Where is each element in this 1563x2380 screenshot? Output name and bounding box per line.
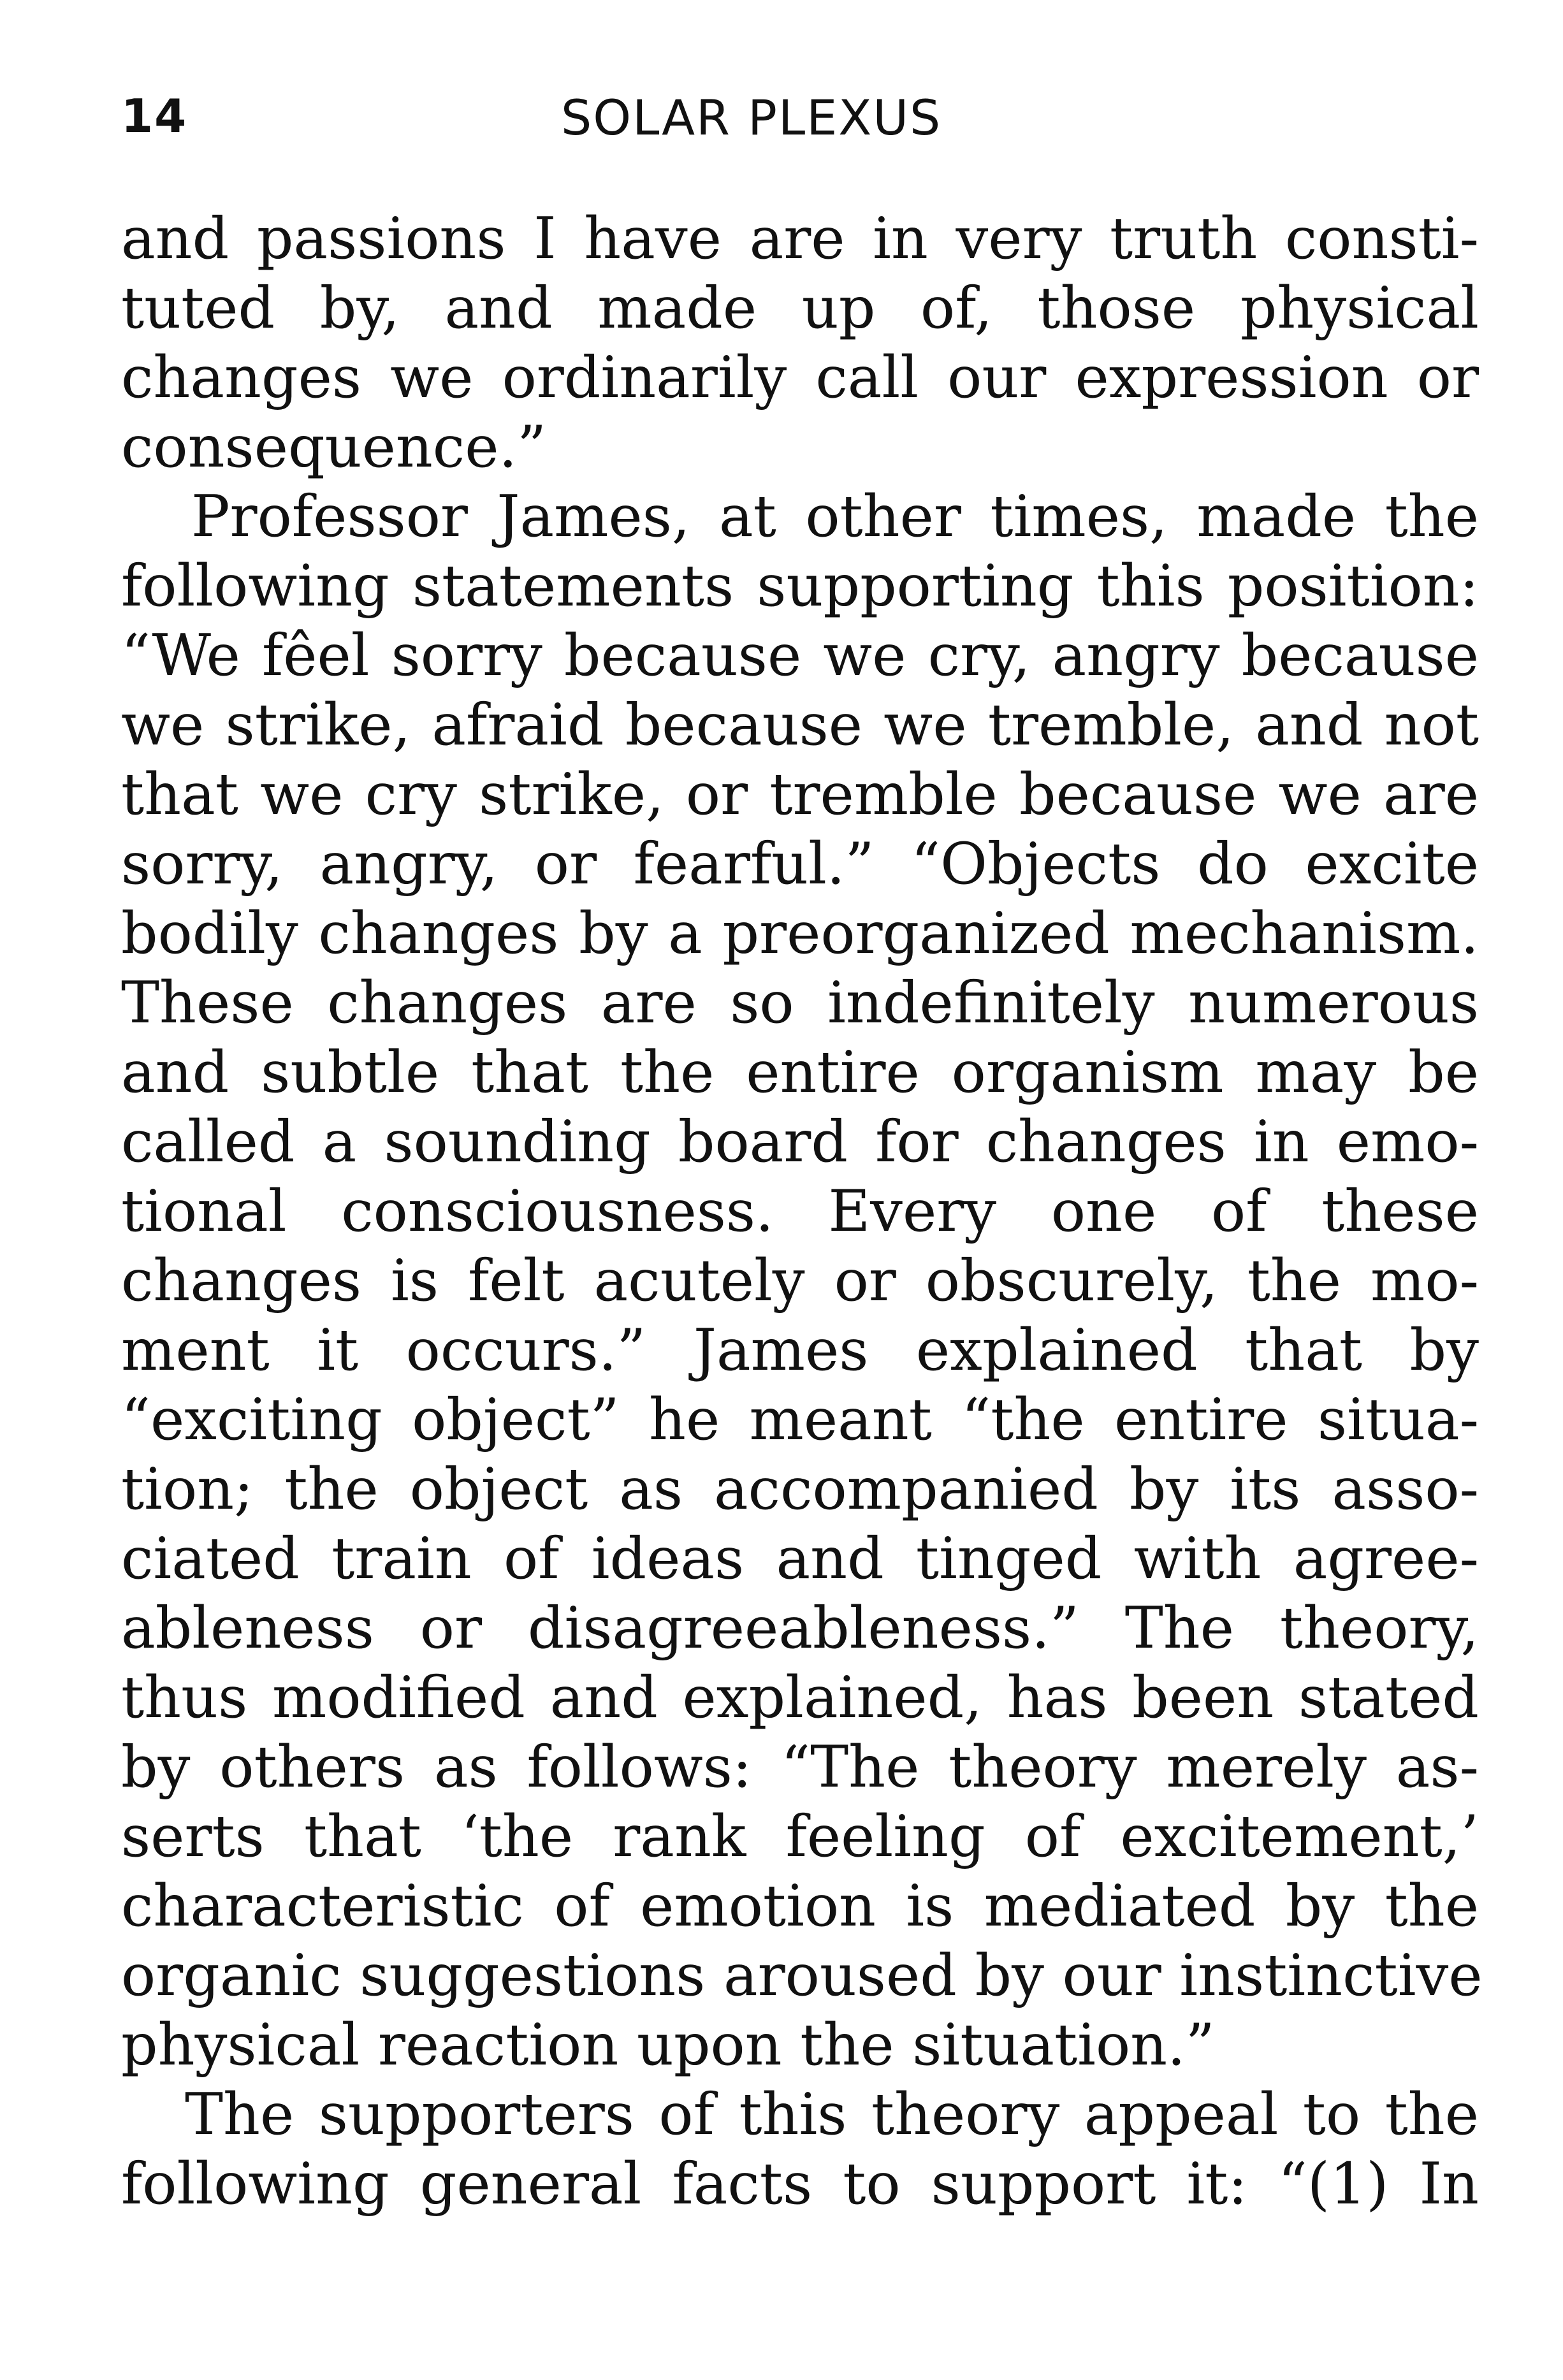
page-header [121, 76, 1479, 153]
body-text [121, 204, 1483, 2219]
text-line: changes we ordinarily call our expression or [121, 344, 1479, 411]
text-line: changes is felt acutely or obscurely, the mo- [121, 1247, 1479, 1314]
text-line: serts that ‘the rank feeling of excitement,’ [121, 1803, 1479, 1870]
text-line: “exciting object” he meant “the entire situa- [121, 1386, 1479, 1453]
text-line: bodily changes by a preorganized mechanism. [121, 900, 1479, 967]
text-line: The supporters of this theory appeal to the [185, 2081, 1479, 2148]
text-line: following general facts to support it: “(1) In [121, 2151, 1479, 2217]
text-line: tion; the object as accompanied by its asso- [121, 1456, 1479, 1523]
text-line: organic suggestions aroused by our instinctive [121, 1942, 1483, 2009]
text-line: thus modified and explained, has been stated [121, 1664, 1479, 1731]
text-line: physical reaction upon the situation.” [121, 2012, 1215, 2079]
text-line: ment it occurs.” James explained that by [121, 1317, 1479, 1384]
page-number: 14 [121, 89, 188, 143]
text-line: we strike, afraid because we tremble, and not [121, 692, 1479, 758]
text-line: These changes are so indefinitely numerous [121, 969, 1479, 1036]
text-line: and subtle that the entire organism may be [121, 1039, 1479, 1106]
text-line: characteristic of emotion is mediated by the [121, 1873, 1479, 1940]
text-line: “We fêel sorry because we cry, angry because [121, 622, 1479, 689]
running-head: SOLAR PLEXUS [561, 89, 942, 146]
text-line: ableness or disagreeableness.” The theory, [121, 1595, 1479, 1662]
text-line: that we cry strike, or tremble because we are [121, 761, 1479, 828]
text-line: by others as follows: “The theory merely as- [121, 1734, 1479, 1801]
text-line: ciated train of ideas and tinged with agree- [121, 1525, 1479, 1592]
text-line: tional consciousness. Every one of these [121, 1178, 1479, 1245]
text-line: called a sounding board for changes in emo- [121, 1108, 1479, 1175]
text-line: sorry, angry, or fearful.” “Objects do excite [121, 831, 1479, 897]
text-line: following statements supporting this position: [121, 553, 1479, 620]
text-line: and passions I have are in very truth consti- [121, 205, 1479, 272]
text-line: tuted by, and made up of, those physical [121, 275, 1479, 342]
text-line: consequence.” [121, 414, 547, 481]
text-line: Professor James, at other times, made the [191, 483, 1479, 550]
